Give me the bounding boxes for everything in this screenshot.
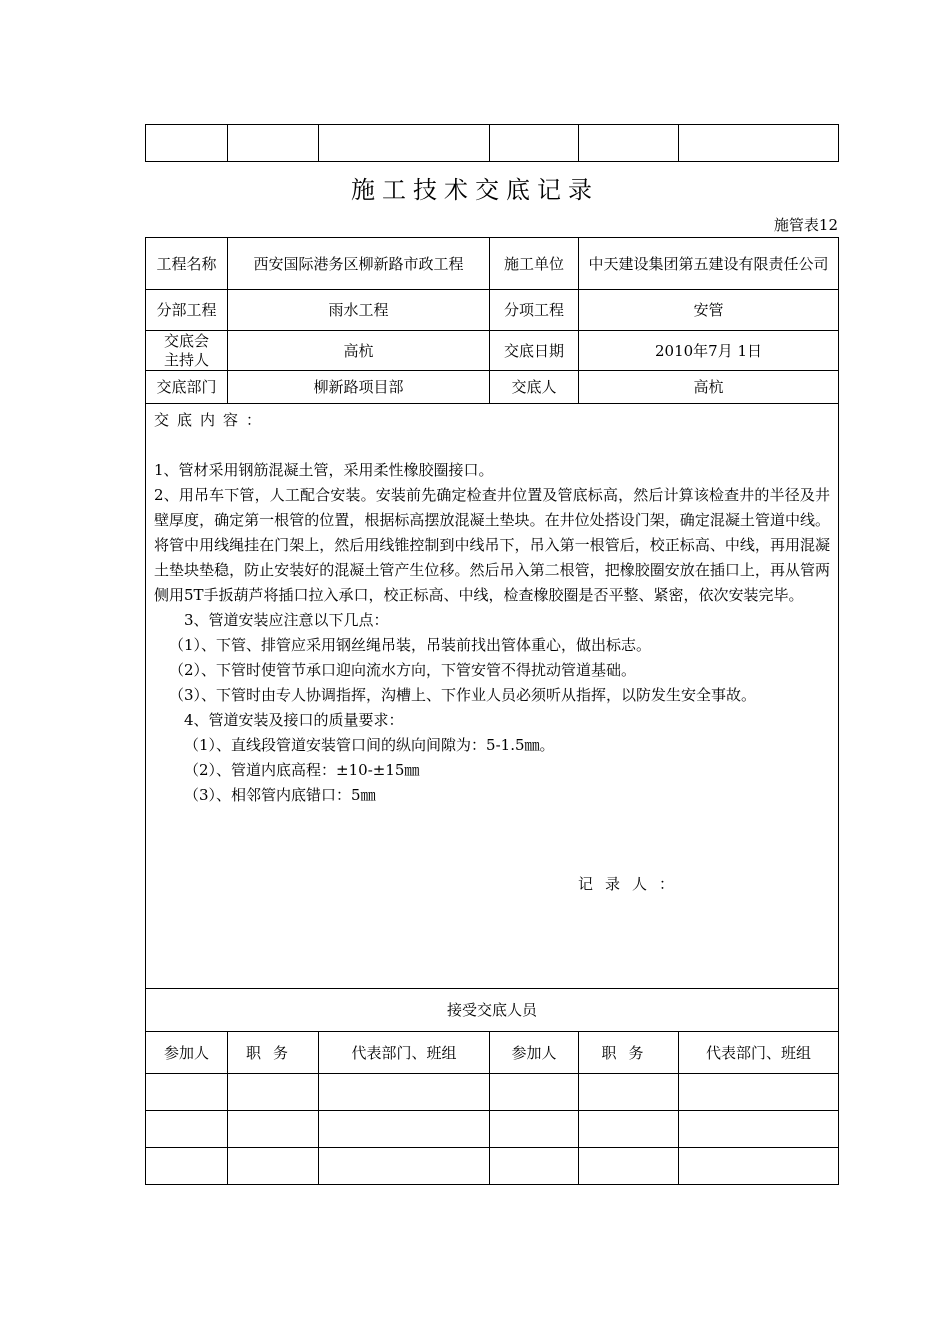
col-position: 职务: [228, 1032, 319, 1074]
recipient-cell[interactable]: [679, 1074, 839, 1111]
recipient-cell[interactable]: [146, 1074, 228, 1111]
recipient-cell[interactable]: [579, 1111, 679, 1148]
content-paragraph: （1）、下管、排管应采用钢丝绳吊装，吊装前找出管体重心，做出标志。: [169, 636, 652, 654]
recipient-cell[interactable]: [490, 1148, 579, 1185]
presenter-label: 交底人: [490, 371, 579, 404]
document-title: 施工技术交底记录: [351, 176, 599, 204]
presenter-value: 高杭: [579, 371, 839, 404]
recipient-cell[interactable]: [679, 1111, 839, 1148]
recorder-label: 记录人：: [578, 875, 687, 893]
host-value: 高杭: [228, 331, 490, 371]
recipient-cell[interactable]: [490, 1111, 579, 1148]
content-paragraph: 3、管道安装应注意以下几点：: [184, 611, 389, 629]
recipient-cell[interactable]: [319, 1111, 490, 1148]
recipient-cell[interactable]: [228, 1074, 319, 1111]
project-name-value: 西安国际港务区柳新路市政工程: [228, 238, 490, 290]
division-value: 雨水工程: [228, 290, 490, 331]
col-department: 代表部门、班组: [319, 1032, 490, 1074]
blank-cell[interactable]: [146, 125, 228, 162]
recipient-cell[interactable]: [146, 1148, 228, 1185]
subitem-value: 安管: [579, 290, 839, 331]
recipient-row: [146, 1074, 839, 1111]
content-label: 交底内容：: [154, 411, 270, 429]
recipient-row: [146, 1148, 839, 1185]
department-value: 柳新路项目部: [228, 371, 490, 404]
row-content: [146, 404, 839, 989]
date-value: 2010年7月 1日: [579, 331, 839, 371]
contractor-label: 施工单位: [490, 238, 579, 290]
disclosure-record-table: [145, 237, 839, 1185]
form-number: 施管表12: [773, 216, 838, 234]
content-paragraph: （2）、下管时使管节承口迎向流水方向，下管安管不得扰动管道基础。: [169, 661, 637, 679]
host-label: 交底会主持人: [146, 331, 228, 371]
recipient-cell[interactable]: [146, 1111, 228, 1148]
project-name-label: 工程名称: [146, 238, 228, 290]
recipient-cell[interactable]: [228, 1111, 319, 1148]
top-blank-table: [145, 124, 839, 162]
content-cell: [146, 404, 839, 989]
recipient-cell[interactable]: [579, 1074, 679, 1111]
recipient-cell[interactable]: [490, 1074, 579, 1111]
blank-cell[interactable]: [579, 125, 679, 162]
row-division: [146, 290, 839, 331]
col-department: 代表部门、班组: [679, 1032, 839, 1074]
row-recipients-header: [146, 1032, 839, 1074]
recipient-cell[interactable]: [579, 1148, 679, 1185]
date-label: 交底日期: [490, 331, 579, 371]
blank-row: [146, 125, 839, 162]
content-paragraph: （1）、直线段管道安装管口间的纵向间隙为：5-1.5㎜。: [184, 736, 555, 754]
department-label: 交底部门: [146, 371, 228, 404]
recipient-cell[interactable]: [319, 1148, 490, 1185]
row-host: [146, 331, 839, 371]
col-participant: 参加人: [146, 1032, 228, 1074]
recipient-cell[interactable]: [319, 1074, 490, 1111]
recipients-title: 接受交底人员: [146, 989, 839, 1032]
blank-cell[interactable]: [679, 125, 839, 162]
col-position: 职务: [579, 1032, 679, 1074]
blank-cell[interactable]: [490, 125, 579, 162]
content-paragraph: 1、管材采用钢筋混凝土管，采用柔性橡胶圈接口。: [154, 461, 494, 479]
content-paragraph: （2）、管道内底高程：±10-±15㎜: [184, 761, 420, 779]
col-participant: 参加人: [490, 1032, 579, 1074]
row-project: [146, 238, 839, 290]
division-label: 分部工程: [146, 290, 228, 331]
recipient-cell[interactable]: [679, 1148, 839, 1185]
row-department: [146, 371, 839, 404]
content-paragraph: （3）、下管时由专人协调指挥，沟槽上、下作业人员必须听从指挥，以防发生安全事故。: [169, 686, 757, 704]
row-recipients-title: [146, 989, 839, 1032]
recipient-row: [146, 1111, 839, 1148]
recipient-cell[interactable]: [228, 1148, 319, 1185]
content-paragraph: 2、用吊车下管，人工配合安装。安装前先确定检查井位置及管底标高，然后计算该检查井的半径及井壁厚度，确定第一根管的位置，根据标高摆放混凝土垫块。在井位处搭设门架，确定混凝土管道中线。将管中用线绳挂在门架上，然后用线锥控制到中线吊下，吊入第一根管后，校正标高、中线，再用混凝土垫块垫稳，防止安装好的混凝土管产生位移。然后吊入第二根管，把橡胶圈安放在插口上，再从管两侧用5T手扳葫芦将插口拉入承口，校正标高、中线，检查橡胶圈是否平整、紧密，依次安装完毕。: [154, 486, 831, 604]
content-paragraph: （3）、相邻管内底错口：5㎜: [184, 786, 376, 804]
subitem-label: 分项工程: [490, 290, 579, 331]
contractor-value: 中天建设集团第五建设有限责任公司: [579, 238, 839, 290]
content-paragraph: 4、管道安装及接口的质量要求：: [184, 711, 404, 729]
blank-cell[interactable]: [319, 125, 490, 162]
blank-cell[interactable]: [228, 125, 319, 162]
